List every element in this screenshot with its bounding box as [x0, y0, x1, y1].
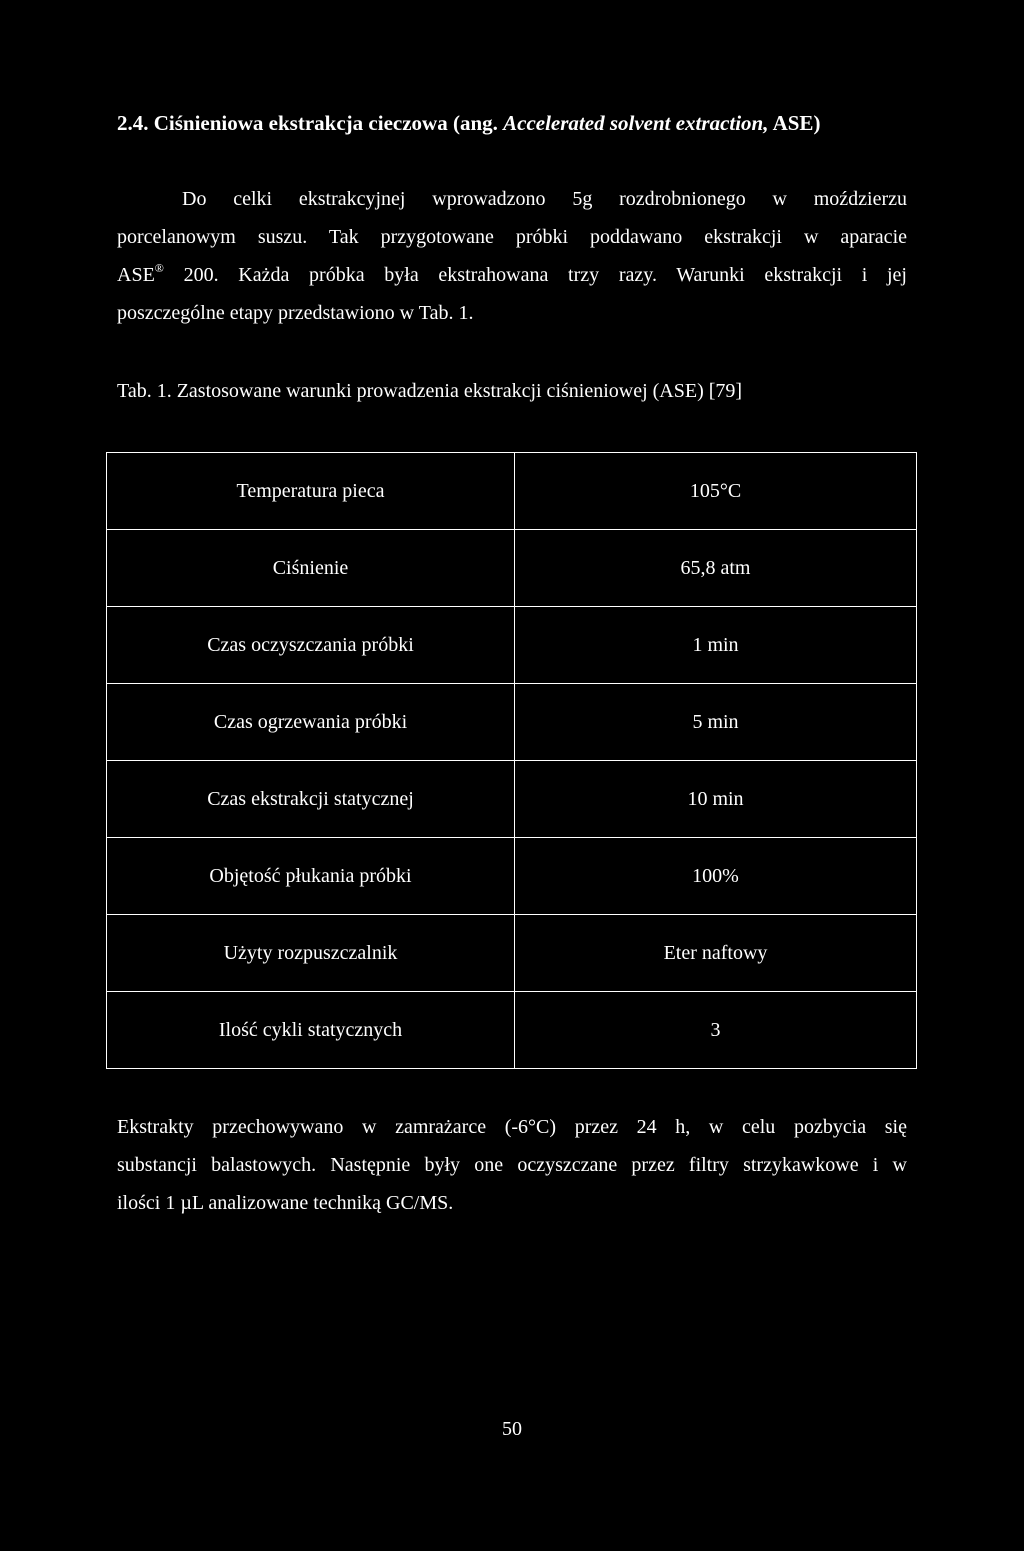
intro-line-3	[117, 256, 907, 294]
value-cell: 105°C	[515, 453, 917, 530]
intro-line-3-text: 200. Każda próbka była ekstrahowana trzy razy. Warunki ekstrakcji i jej	[163, 264, 907, 286]
table-row	[107, 838, 917, 915]
table-row	[107, 607, 917, 684]
storage-line-1: Ekstrakty przechowywano w zamrażarce (-6°C) przez 24 h, w celu pozbycia się	[117, 1116, 907, 1138]
section-heading-prefix: 2.4. Ciśnieniowa ekstrakcja cieczowa (ang.	[117, 111, 504, 135]
parameter-cell: Temperatura pieca	[107, 453, 515, 530]
table-caption: Tab. 1. Zastosowane warunki prowadzenia ekstrakcji ciśnieniowej (ASE) [79]	[117, 380, 743, 402]
section-heading-suffix: ASE)	[768, 111, 821, 135]
parameter-cell: Ilość cykli statycznych	[107, 992, 515, 1069]
table-row	[107, 453, 917, 530]
storage-paragraph	[117, 1108, 907, 1222]
parameter-cell: Ciśnienie	[107, 530, 515, 607]
table-row	[107, 992, 917, 1069]
value-cell: 100%	[515, 838, 917, 915]
table-row	[107, 684, 917, 761]
value-cell: 3	[515, 992, 917, 1069]
extraction-conditions-table	[106, 452, 917, 1069]
page-number: 50	[502, 1418, 522, 1440]
table-row	[107, 761, 917, 838]
registered-mark: ®	[154, 261, 164, 275]
intro-paragraph	[117, 180, 907, 332]
intro-line-4: poszczególne etapy przedstawiono w Tab. 1.	[117, 302, 474, 324]
parameter-cell: Czas oczyszczania próbki	[107, 607, 515, 684]
value-cell: 5 min	[515, 684, 917, 761]
storage-line-3: ilości 1 µL analizowane techniką GC/MS.	[117, 1192, 454, 1214]
value-cell: 10 min	[515, 761, 917, 838]
value-cell: 1 min	[515, 607, 917, 684]
parameter-cell: Czas ekstrakcji statycznej	[107, 761, 515, 838]
section-heading-italic: Accelerated solvent extraction,	[503, 111, 769, 135]
storage-line-2: substancji balastowych. Następnie były one oczyszczane przez filtry strzykawkowe i w	[117, 1154, 907, 1176]
parameter-cell: Użyty rozpuszczalnik	[107, 915, 515, 992]
intro-line-1: Do celki ekstrakcyjnej wprowadzono 5g rozdrobnionego w moździerzu	[182, 188, 907, 210]
table-row	[107, 915, 917, 992]
parameter-cell: Czas ogrzewania próbki	[107, 684, 515, 761]
table-row	[107, 530, 917, 607]
value-cell: Eter naftowy	[515, 915, 917, 992]
value-cell: 65,8 atm	[515, 530, 917, 607]
parameter-cell: Objętość płukania próbki	[107, 838, 515, 915]
intro-line-2: porcelanowym suszu. Tak przygotowane próbki poddawano ekstrakcji w aparacie	[117, 226, 907, 248]
ase-label: ASE	[117, 264, 155, 286]
section-heading	[117, 111, 820, 136]
